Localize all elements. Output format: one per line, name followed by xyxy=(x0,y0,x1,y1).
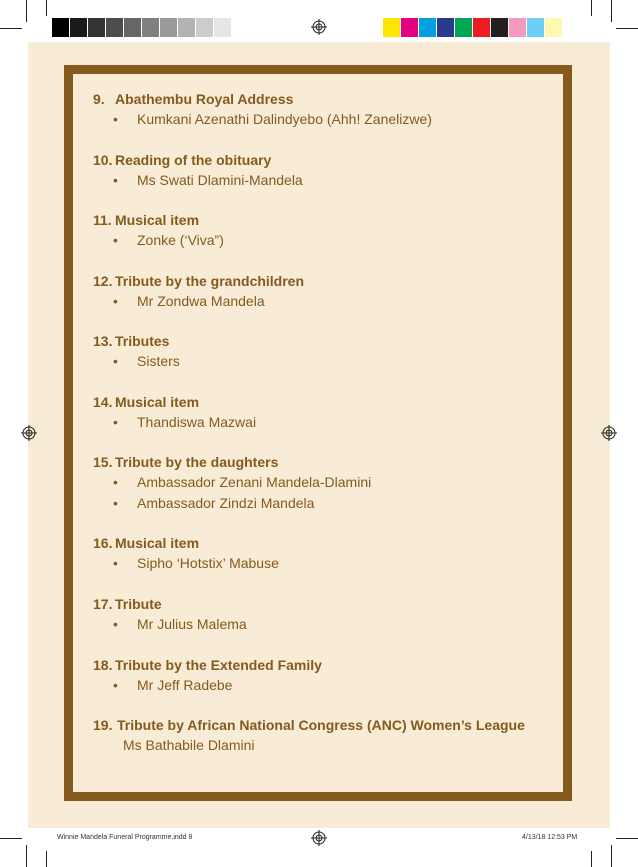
bullet-dot: • xyxy=(113,232,118,248)
participant-name: Sipho ‘Hotstix’ Mabuse xyxy=(137,555,279,571)
bullet-dot: • xyxy=(113,616,118,632)
item-title: Musical item xyxy=(115,212,200,228)
programme-bullet xyxy=(93,553,563,573)
color-swatch xyxy=(527,18,545,37)
color-swatch xyxy=(196,18,214,37)
color-swatch xyxy=(401,18,419,37)
bullet-dot: • xyxy=(113,474,118,490)
programme-heading xyxy=(93,90,563,108)
programme-bullet xyxy=(93,412,563,432)
color-swatch xyxy=(419,18,437,37)
crop-mark xyxy=(616,28,638,29)
bullet-dot: • xyxy=(113,555,118,571)
participant-name: Ambassador Zenani Mandela-Dlamini xyxy=(137,474,372,490)
bullet-dot: • xyxy=(113,172,118,188)
programme-bullet xyxy=(93,351,563,371)
programme-heading xyxy=(93,595,563,613)
programme-heading xyxy=(93,211,563,229)
programme-bullet xyxy=(93,291,563,311)
bullet-dot: • xyxy=(113,293,118,309)
bullet-dot: • xyxy=(113,677,118,693)
color-swatch xyxy=(383,18,401,37)
item-title: Tribute by the Extended Family xyxy=(115,657,322,673)
crop-mark xyxy=(46,0,47,16)
programme-bullet xyxy=(93,614,563,634)
color-swatch xyxy=(178,18,196,37)
programme-heading xyxy=(93,393,563,411)
item-number: 17. xyxy=(93,596,113,612)
item-title: Tribute by African National Congress (ANC) Women’s League xyxy=(117,717,525,733)
programme-heading xyxy=(93,332,563,350)
item-title: Reading of the obituary xyxy=(115,152,272,168)
item-number: 14. xyxy=(93,394,113,410)
participant-name: Ambassador Zindzi Mandela xyxy=(137,495,315,511)
color-swatch xyxy=(106,18,124,37)
bullet-dot: • xyxy=(113,495,118,511)
participant-name: Thandiswa Mazwai xyxy=(137,414,257,430)
crop-mark xyxy=(616,838,638,839)
item-number: 12. xyxy=(93,273,113,289)
item-title: Musical item xyxy=(115,535,200,551)
participant-name: Zonke (‘Viva”) xyxy=(137,232,224,248)
registration-mark-icon xyxy=(601,425,617,441)
participant-name: Ms Swati Dlamini-Mandela xyxy=(137,172,303,188)
item-number: 11. xyxy=(93,212,112,228)
programme-item xyxy=(93,332,563,371)
registration-mark-icon xyxy=(311,830,327,846)
process-color-bar xyxy=(383,18,563,37)
item-number: 18. xyxy=(93,657,113,673)
participant-name: Sisters xyxy=(137,353,180,369)
item-title: Musical item xyxy=(115,394,200,410)
bullet-dot: • xyxy=(113,414,118,430)
participant-name: Kumkani Azenathi Dalindyebo (Ahh! Zanelizwe) xyxy=(137,111,432,127)
crop-mark xyxy=(0,838,22,839)
programme-item xyxy=(93,716,563,755)
programme-heading xyxy=(93,534,563,552)
item-title: Tribute by the daughters xyxy=(115,454,279,470)
programme-bullet xyxy=(93,472,563,492)
color-swatch xyxy=(437,18,455,37)
footer-filename: Winnie Mandela Funeral Programme.indd 8 xyxy=(57,834,193,841)
programme-heading xyxy=(93,656,563,674)
color-swatch xyxy=(455,18,473,37)
programme-heading xyxy=(93,453,563,471)
participant-name: Ms Bathabile Dlamini xyxy=(123,737,255,753)
registration-mark-icon xyxy=(21,425,37,441)
color-swatch xyxy=(52,18,70,37)
color-swatch xyxy=(88,18,106,37)
participant-name: Mr Jeff Radebe xyxy=(137,677,233,693)
color-swatch xyxy=(124,18,142,37)
programme-item xyxy=(93,595,563,634)
color-swatch xyxy=(142,18,160,37)
footer-timestamp: 4/13/18 12:53 PM xyxy=(522,834,578,841)
gray-color-bar xyxy=(52,18,250,37)
programme-bullet xyxy=(93,170,563,190)
item-number: 19. xyxy=(93,717,113,733)
item-title: Abathembu Royal Address xyxy=(115,91,294,107)
programme-heading xyxy=(93,716,563,734)
crop-mark xyxy=(0,28,22,29)
color-swatch xyxy=(232,18,250,37)
programme-bullet xyxy=(93,109,563,129)
color-swatch xyxy=(545,18,563,37)
programme-heading xyxy=(93,151,563,169)
crop-mark xyxy=(26,845,27,867)
registration-mark-icon xyxy=(311,19,327,35)
programme-bullet xyxy=(93,230,563,250)
color-swatch xyxy=(509,18,527,37)
color-swatch xyxy=(70,18,88,37)
programme-item xyxy=(93,90,563,129)
item-number: 15. xyxy=(93,454,113,470)
color-swatch xyxy=(214,18,232,37)
crop-mark xyxy=(591,0,592,16)
bullet-dot: • xyxy=(113,353,118,369)
color-swatch xyxy=(491,18,509,37)
item-number: 16. xyxy=(93,535,113,551)
item-number: 13. xyxy=(93,333,113,349)
participant-name: Mr Julius Malema xyxy=(137,616,247,632)
item-number: 9. xyxy=(93,91,105,107)
programme-item xyxy=(93,272,563,311)
crop-mark xyxy=(611,845,612,867)
item-title: Tribute xyxy=(115,596,162,612)
item-title: Tributes xyxy=(115,333,170,349)
programme-heading xyxy=(93,272,563,290)
item-title: Tribute by the grandchildren xyxy=(115,273,305,289)
programme-item xyxy=(93,151,563,190)
crop-mark xyxy=(591,851,592,867)
crop-mark xyxy=(46,851,47,867)
color-swatch xyxy=(473,18,491,37)
programme-item xyxy=(93,656,563,695)
programme-bullet xyxy=(93,675,563,695)
bullet-dot: • xyxy=(113,111,118,127)
crop-mark xyxy=(26,0,27,22)
programme-item xyxy=(93,393,563,432)
programme-item xyxy=(93,211,563,250)
programme-bullet xyxy=(93,493,563,513)
item-number: 10. xyxy=(93,152,113,168)
programme-item xyxy=(93,453,563,513)
color-swatch xyxy=(160,18,178,37)
crop-mark xyxy=(611,0,612,22)
participant-name: Mr Zondwa Mandela xyxy=(137,293,265,309)
programme-item xyxy=(93,534,563,573)
